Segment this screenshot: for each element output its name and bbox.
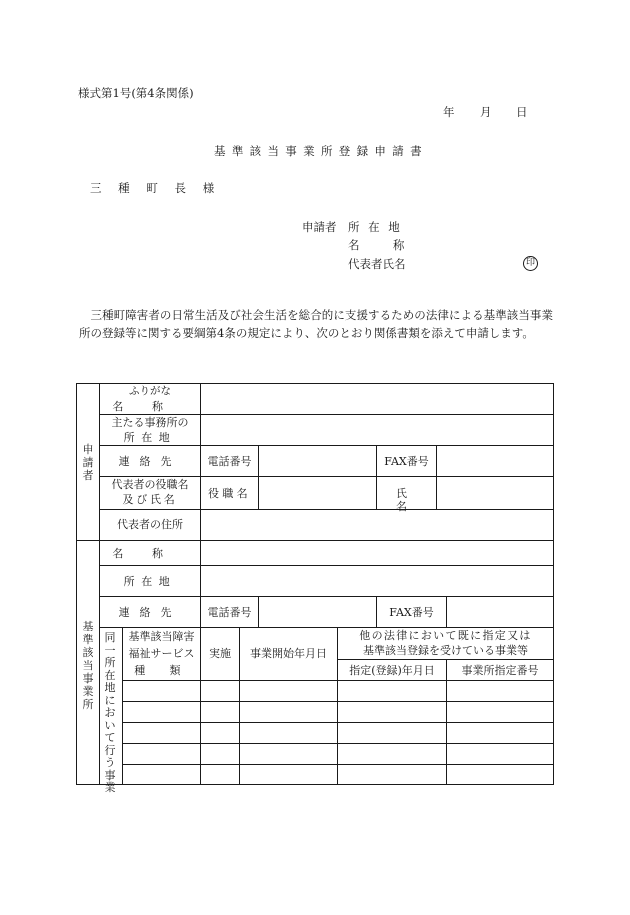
date-day: 日	[516, 105, 528, 119]
section-office-label: 基準該当事業所	[82, 620, 94, 711]
office-name-label: 名称	[112, 547, 192, 560]
document-title: 基準該当事業所登録申請書	[214, 144, 428, 158]
position-label: 役職名	[208, 487, 251, 500]
main-office-label-1: 主たる事務所の	[111, 416, 189, 429]
body-paragraph: 三種町障害者の日常生活及び社会生活を総合的に支援するための法律による基準該当事業所の登録等に関する要綱第4条の規定により、次のとおり関係書類を添えて申請します。	[79, 308, 553, 340]
other-law-label-2: 基準該当登録を受けている事業等	[363, 644, 528, 657]
section-applicant-label: 申請者	[82, 443, 94, 482]
contact-label: 連絡先	[118, 455, 182, 468]
other-law-label-1: 他の法律において既に指定又は	[359, 629, 532, 642]
implementation-label: 実施	[209, 647, 231, 660]
office-contact-label: 連絡先	[118, 606, 182, 619]
start-date-label: 事業開始年月日	[250, 647, 327, 660]
same-location-label: 同一所在地において行う事業	[104, 631, 116, 794]
addressee: 三種町長様	[90, 181, 231, 195]
form-number: 様式第1号(第4条関係)	[78, 86, 194, 100]
applicant-representative-label: 代表者氏名	[348, 257, 406, 271]
office-number-label: 事業所指定番号	[461, 664, 539, 677]
designation-date-label: 指定(登録)年月日	[349, 664, 435, 677]
office-fax-label: FAX番号	[389, 606, 434, 619]
fax-label: FAX番号	[384, 455, 429, 468]
office-phone-label: 電話番号	[207, 606, 252, 619]
applicant-address-label: 所在地	[348, 220, 409, 234]
furigana-label: ふりがな	[129, 385, 171, 397]
seal-mark: 印	[523, 256, 538, 271]
main-office-label-2: 所在地	[123, 431, 177, 444]
rep-title-name-label-2: 及び氏名	[122, 493, 178, 506]
service-type-label-3: 種類	[134, 664, 205, 677]
service-type-label-1: 基準該当障害	[128, 630, 195, 643]
person-name-label: 氏名	[396, 487, 429, 513]
office-address-label: 所在地	[123, 575, 177, 588]
service-type-label-2: 福祉サービス	[128, 647, 195, 660]
applicant-name-label: 名称	[348, 238, 438, 252]
applicant-label: 申請者	[302, 220, 337, 234]
date-month: 月	[480, 105, 492, 119]
applicant-name-cell-label: 名称	[112, 400, 192, 413]
phone-label: 電話番号	[207, 455, 252, 468]
rep-address-label: 代表者の住所	[117, 518, 183, 531]
date-year: 年	[443, 105, 455, 119]
rep-title-name-label-1: 代表者の役職名	[111, 478, 189, 491]
